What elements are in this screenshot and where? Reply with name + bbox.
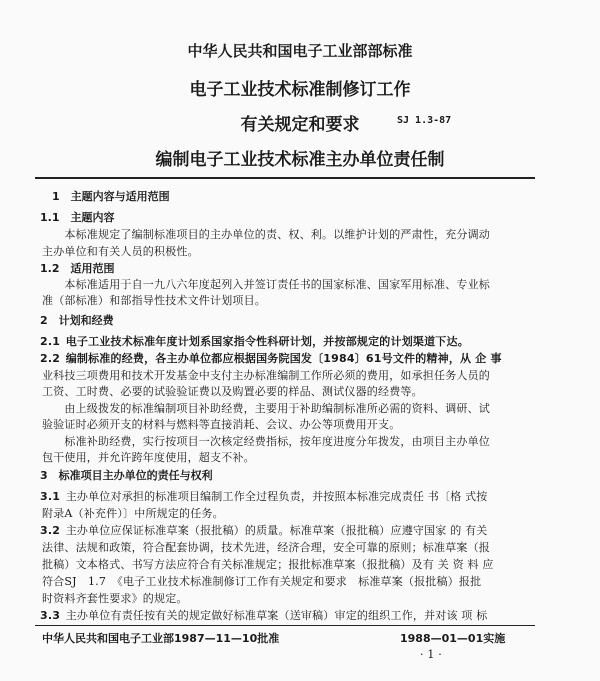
section-1-1-heading: 1.1 主题内容: [40, 211, 115, 224]
clause-2-3-line-2: 验验证时必须开支的材料与燃料等直接消耗、会议、办公等项费用开支。: [42, 418, 401, 431]
document-title-line2: 有关规定和要求: [240, 115, 360, 135]
clause-text: 编制标准的经费，各主办单位都应根据国务院国发〔1984〕61号文件的精神，从 企 事: [65, 352, 502, 365]
clause-3-1-line-1: [40, 488, 488, 504]
clause-text: 主办单位对承担的标准项目编制工作全过程负责，并按照本标准完成责任 书〔格 式按: [65, 490, 488, 503]
clause-2-3-line-1: 由上级拨发的标准编制项目补助经费，主要用于补助编制标准所必需的资料、调研、试: [42, 402, 490, 415]
clause-3-2-line-3: 批稿）文本格式、书写方法应符合有关标准规定；报批标准草案（报批稿）及有 关 资 料 应: [42, 558, 494, 571]
clause-3-2-line-4: 符合SJ 1.7 《电子工业技术标准制修订工作有关规定和要求 标准草案（报批稿）报批: [42, 575, 482, 588]
clause-text: 主办单位应保证标准草案（报批稿）的质量。标准草案（报批稿）应遵守国家 的 有关: [65, 524, 488, 537]
standard-code: SJ 1.3-87: [397, 115, 452, 126]
clause-2-2-line-3: 工资、工时费、必要的试验验证费以及购置必要的样品、测试仪器的经费等。: [42, 385, 423, 398]
section-2-heading: 2 计划和经费: [40, 314, 114, 327]
clause-3-1-line-2: 附录A（补充件）〕中所规定的任务。: [42, 507, 224, 520]
clause-2-4-line-1: 标准补助经费，实行按项目一次核定经费指标，按年度进度分年拨发，由项目主办单位: [42, 435, 490, 448]
approval-date: 中华人民共和国电子工业部1987—11—10批准: [42, 632, 280, 645]
page-number: · 1 ·: [420, 648, 442, 661]
clause-2-1: [40, 333, 469, 349]
section-1-1-line-2: 主办单位和有关人员的积极性。: [42, 245, 199, 258]
clause-2-2-line-2: 业科技三项费用和技术开发基金中支付主办标准编制工作所必须的费用，如承担任务人员的: [42, 369, 490, 382]
footer-divider: [35, 625, 535, 626]
clause-text: 主办单位有责任按有关的规定做好标准草案（送审稿）审定的组织工作，并对该 项 标: [65, 609, 488, 622]
section-1-2-heading: 1.2 适用范围: [40, 262, 115, 275]
section-1-heading: 1 主题内容与适用范围: [52, 190, 170, 203]
section-1-1-line-1: 本标准规定了编制标准项目的主办单位的责、权、利。以维护计划的严肃性，充分调动: [42, 228, 490, 241]
section-1-2-line-2: 准（部标准）和部指导性技术文件计划项目。: [42, 294, 266, 307]
section-3-heading: 3 标准项目主办单位的责任与权利: [40, 469, 213, 482]
clause-3-2-line-5: 时资料齐套性要求》的规定。: [42, 592, 188, 605]
clause-text: 电子工业技术标准年度计划系国家指令性科研计划，并按部规定的计划渠道下达。: [65, 335, 469, 348]
clause-3-2-line-1: [40, 522, 488, 538]
clause-number: 3.1: [40, 490, 61, 503]
clause-number: 2.2: [40, 352, 61, 365]
clause-3-2-line-2: 法律、法规和政策，符合配套协调，技术先进，经济合理，安全可靠的原则；标准草案（报: [42, 541, 490, 554]
clause-number: 2.1: [40, 335, 61, 348]
document-title-line1: 电子工业技术标准制修订工作: [189, 80, 411, 100]
clause-3-3-line-1: [40, 607, 488, 623]
title-divider: [35, 177, 535, 179]
organization-title: 中华人民共和国电子工业部部标准: [187, 42, 413, 60]
clause-2-2-line-1: [40, 350, 502, 366]
section-1-2-line-1: 本标准适用于自一九八六年度起列入并签订责任书的国家标准、国家军用标准、专业标: [42, 278, 490, 291]
clause-number: 3.3: [40, 609, 61, 622]
clause-number: 3.2: [40, 524, 61, 537]
effective-date: 1988—01—01实施: [400, 632, 506, 645]
document-title-line3: 编制电子工业技术标准主办单位责任制: [155, 150, 445, 170]
clause-2-4-line-2: 包干使用，并允许跨年度使用，超支不补。: [42, 451, 255, 464]
